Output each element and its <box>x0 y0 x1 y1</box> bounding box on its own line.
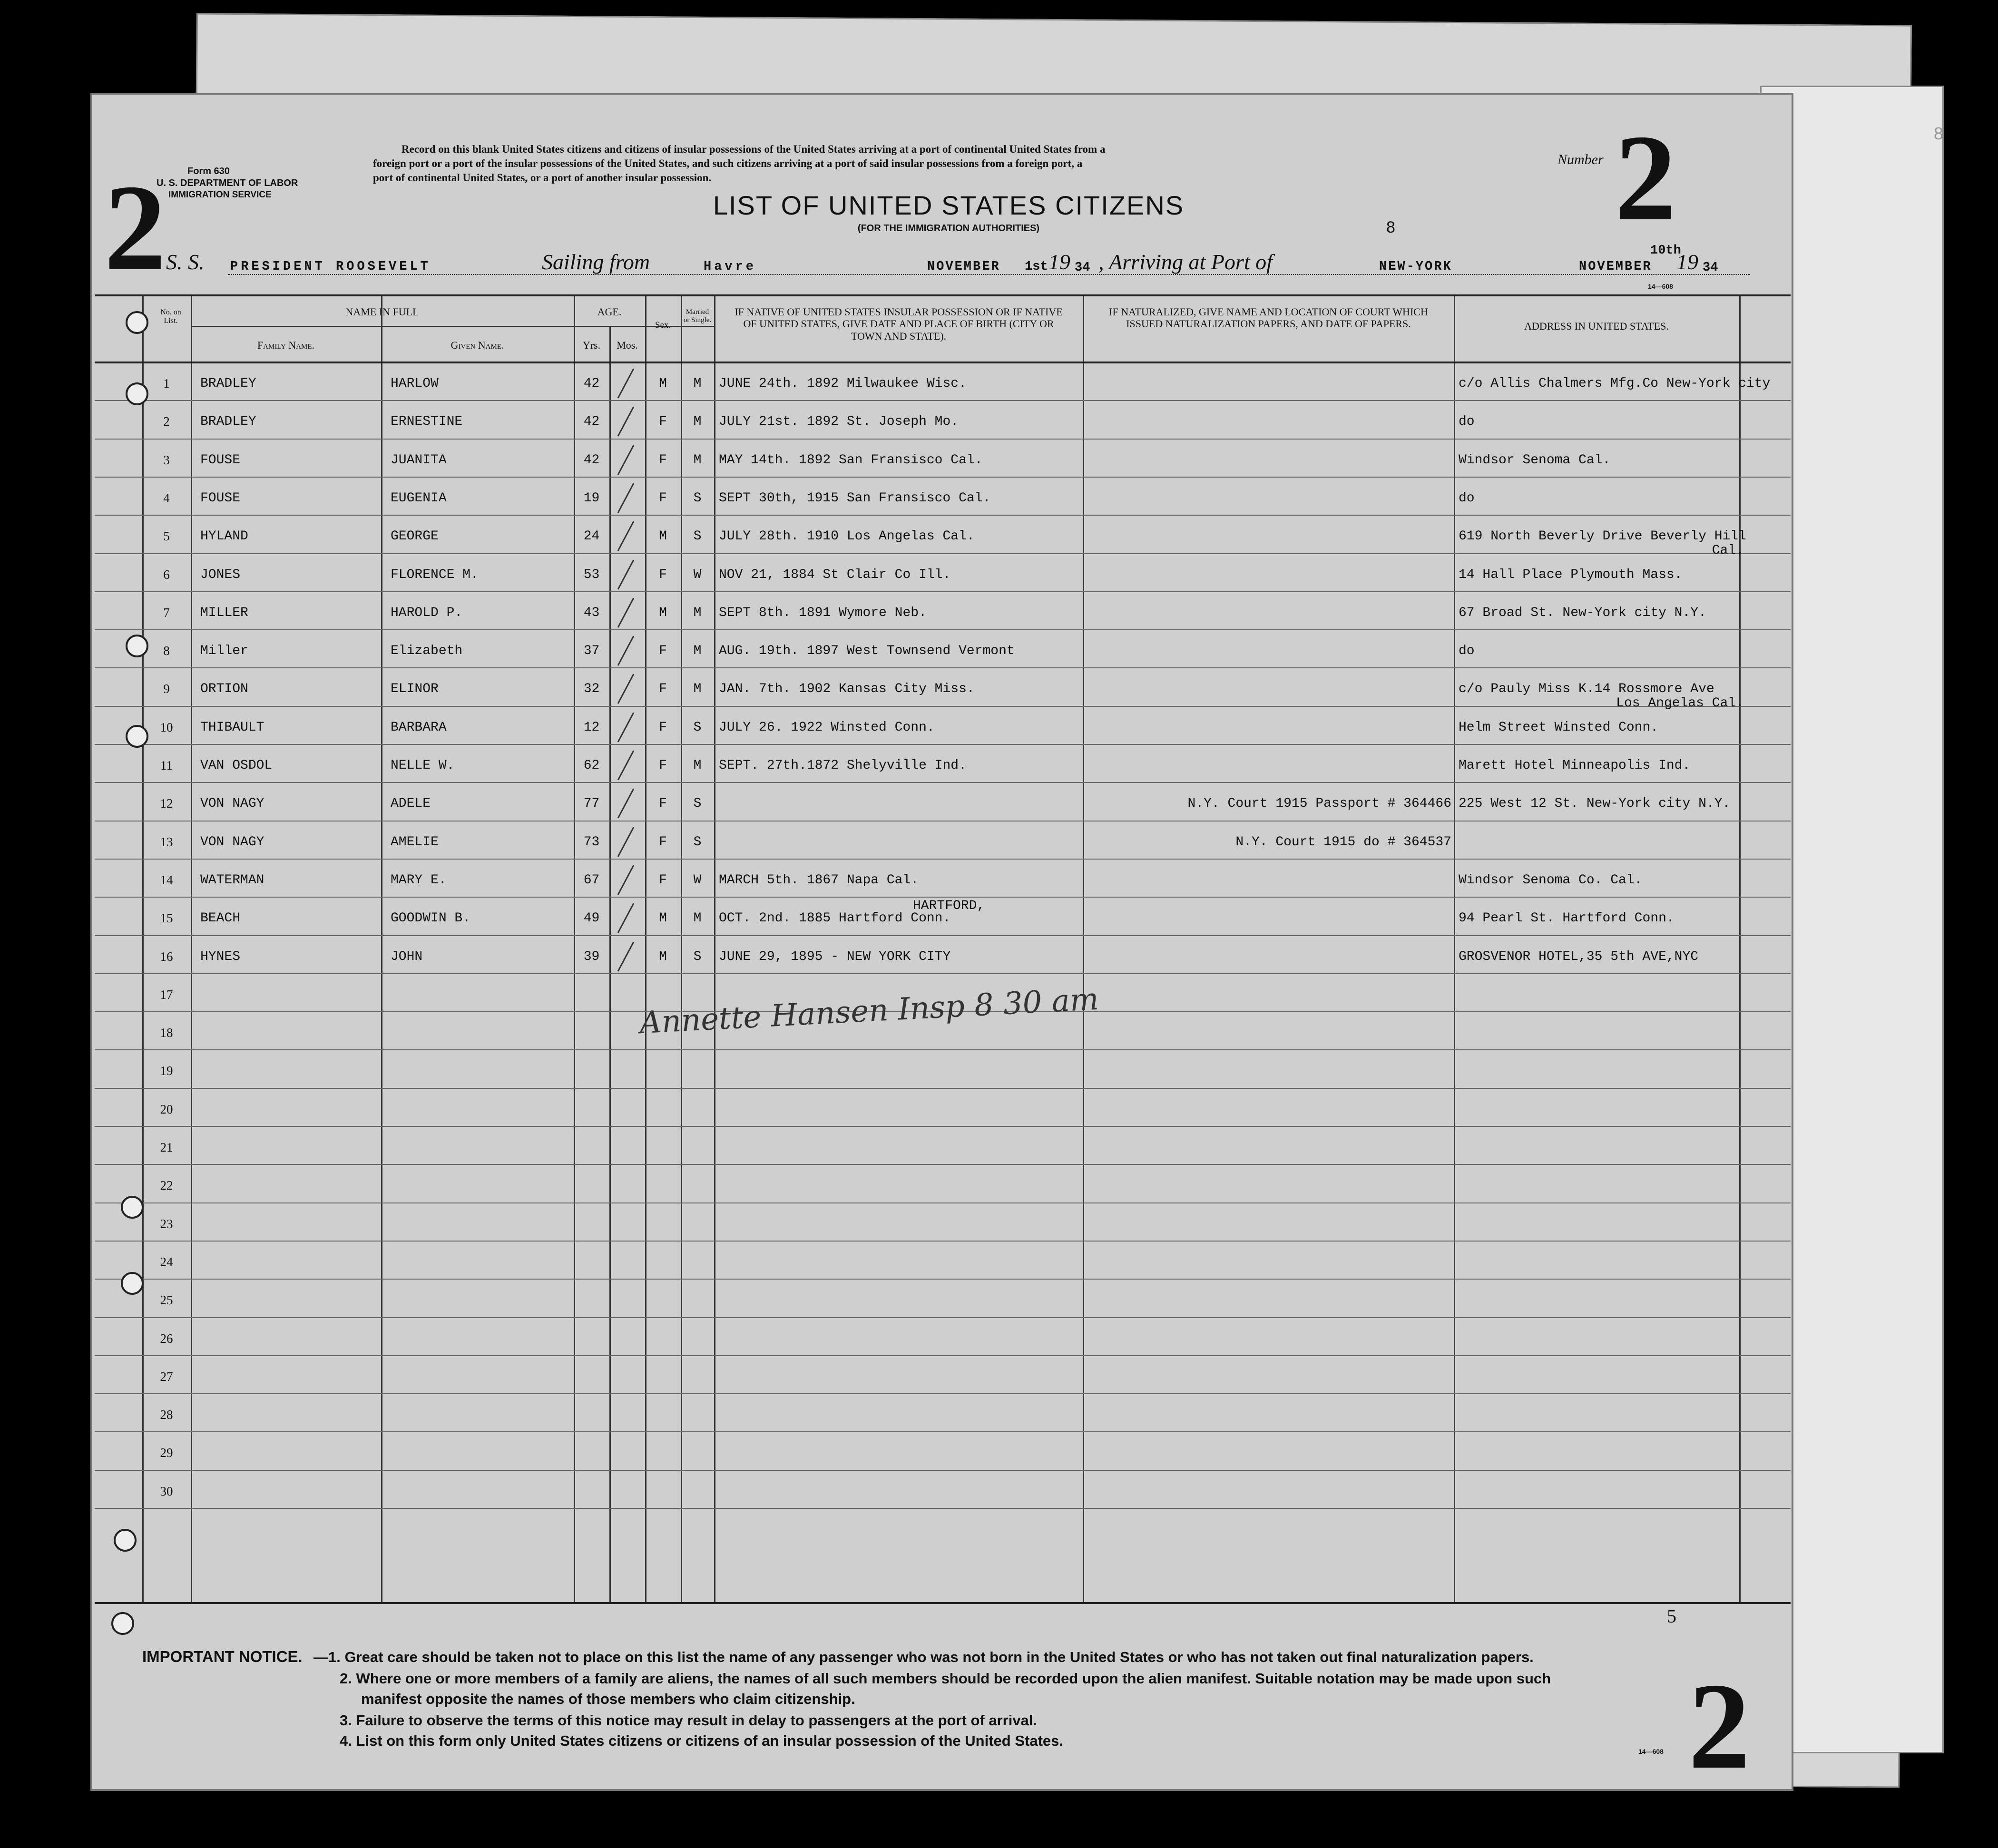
age-years: 42 <box>583 376 600 391</box>
row-rule <box>95 400 1791 401</box>
voyage-underline <box>228 274 1750 275</box>
notice-item-1: —1. Great care should be taken not to place on this list the name of any passenger who was not born in the United States or who has not taken out final naturalization papers. <box>313 1649 1534 1665</box>
binder-hole <box>121 1196 144 1219</box>
row-number: 28 <box>160 1408 173 1422</box>
side-number: 2 <box>104 159 166 296</box>
address: do <box>1459 644 1475 659</box>
age-years: 62 <box>583 758 600 773</box>
sex: M <box>659 529 667 544</box>
check-mark-icon <box>617 903 635 933</box>
age-years: 39 <box>583 949 600 964</box>
form-number: Form 630 <box>187 166 230 176</box>
voyage-line <box>166 244 1736 278</box>
family-name: BRADLEY <box>200 414 256 430</box>
marital-status: M <box>693 414 702 430</box>
arriving-label: , Arriving at Port of <box>1098 250 1273 274</box>
address: 225 West 12 St. New-York city N.Y. <box>1459 796 1731 812</box>
header-age: AGE. <box>597 306 622 318</box>
row-rule <box>95 782 1791 783</box>
header-birth: IF NATIVE OF UNITED STATES INSULAR POSSESSION OR IF NATIVE OF UNITED STATES, GIVE DATE AND PLACE OF BIRTH (CITY OR TOWN AND STATE). <box>735 306 1063 342</box>
address-continued: Los Angelas Cal. <box>1616 696 1744 711</box>
address: 14 Hall Place Plymouth Mass. <box>1459 567 1683 582</box>
sex: F <box>659 452 667 468</box>
ss-label: S. S. <box>166 250 205 274</box>
page-title: LIST OF UNITED STATES CITIZENS <box>713 190 1185 220</box>
check-mark-icon <box>617 559 635 589</box>
row-rule <box>95 1279 1791 1280</box>
age-years: 32 <box>583 682 600 697</box>
family-name: MILLER <box>200 605 248 620</box>
col-line <box>1454 296 1455 1602</box>
row-number: 1 <box>163 376 170 391</box>
given-name: JOHN <box>391 949 423 964</box>
row-rule <box>95 859 1791 860</box>
birth-correction: HARTFORD, <box>913 899 985 914</box>
notice-item-4: 4. List on this form only United States citizens or citizens of an insular possession of the United States. <box>340 1732 1063 1749</box>
marital-status: S <box>693 949 702 964</box>
family-name: BRADLEY <box>200 376 256 391</box>
check-mark-icon <box>617 865 635 895</box>
day-from: 1st <box>1025 260 1048 274</box>
print-code: 14—608 <box>1648 283 1673 290</box>
age-years: 19 <box>583 490 600 506</box>
age-years: 49 <box>583 911 600 926</box>
row-rule <box>95 706 1791 707</box>
age-years: 37 <box>583 644 600 659</box>
address: do <box>1459 490 1475 506</box>
row-rule <box>95 515 1791 516</box>
birth-info: OCT. 2nd. 1885 Hartford Conn. <box>719 911 951 926</box>
age-years: 67 <box>583 872 600 888</box>
service: IMMIGRATION SERVICE <box>168 190 272 200</box>
check-mark-icon <box>617 407 635 437</box>
row-rule <box>95 629 1791 630</box>
check-mark-icon <box>617 521 635 551</box>
family-name: HYNES <box>200 949 241 964</box>
col-line <box>714 296 715 1602</box>
row-number: 20 <box>160 1102 173 1116</box>
list-number: 2 <box>1615 109 1676 246</box>
age-years: 12 <box>583 720 600 735</box>
year-prefix-from: 19 <box>1048 250 1070 274</box>
month-from: NOVEMBER <box>927 260 1000 274</box>
instructions <box>373 142 1610 185</box>
row-rule <box>95 1088 1791 1089</box>
given-name: ADELE <box>391 796 431 812</box>
row-rule <box>95 1508 1791 1509</box>
family-name: ORTION <box>200 682 248 697</box>
sex: F <box>659 796 667 812</box>
age-years: 43 <box>583 605 600 620</box>
small-mark: 8 <box>1386 218 1395 236</box>
department: U. S. DEPARTMENT OF LABOR <box>157 178 298 188</box>
col-line <box>609 327 611 1602</box>
row-number: 24 <box>160 1254 173 1269</box>
instruction-line: Record on this blank United States citizens and citizens of insular possessions of the United States arriving at a port of continental United States from a <box>402 143 1106 155</box>
row-rule <box>95 591 1791 592</box>
marital-status: M <box>693 911 702 926</box>
row-number: 10 <box>160 720 173 734</box>
given-name: FLORENCE M. <box>391 567 479 582</box>
given-name: GOODWIN B. <box>391 911 471 926</box>
check-mark-icon <box>617 368 635 398</box>
row-rule <box>95 1317 1791 1318</box>
address: Marett Hotel Minneapolis Ind. <box>1459 758 1691 773</box>
naturalization-info: N.Y. Court 1915 do # 364537 <box>1235 834 1451 850</box>
sex: M <box>659 911 667 926</box>
row-rule <box>95 744 1791 745</box>
row-rule <box>95 1355 1791 1356</box>
row-number: 15 <box>160 911 173 926</box>
row-number: 13 <box>160 834 173 849</box>
sex: F <box>659 414 667 430</box>
binder-hole <box>126 311 148 334</box>
check-mark-icon <box>617 712 635 742</box>
check-mark-icon <box>617 750 635 780</box>
binder-hole <box>121 1272 144 1295</box>
row-rule <box>95 1126 1791 1127</box>
address: Windsor Senoma Cal. <box>1459 452 1611 468</box>
family-name: BEACH <box>200 911 241 926</box>
marital-status: M <box>693 682 702 697</box>
marital-status: W <box>693 567 702 582</box>
header-sex: Sex. <box>655 320 671 330</box>
year-from: 34 <box>1075 261 1090 275</box>
sailing-label: Sailing from <box>542 250 650 274</box>
row-number: 6 <box>163 567 170 582</box>
check-mark-icon <box>617 483 635 513</box>
header-naturalized: IF NATURALIZED, GIVE NAME AND LOCATION OF COURT WHICH ISSUED NATURALIZATION PAPERS, AND DATE OF PAPERS. <box>1109 306 1428 330</box>
birth-info: SEPT 8th. 1891 Wymore Neb. <box>719 605 927 620</box>
row-number: 26 <box>160 1331 173 1346</box>
header-family: Family Name. <box>257 339 315 351</box>
sex: M <box>659 376 667 391</box>
address: 67 Broad St. New-York city N.Y. <box>1459 605 1706 620</box>
print-code-bottom: 14—608 <box>1638 1748 1664 1755</box>
sex: F <box>659 567 667 582</box>
given-name: HAROLD P. <box>391 605 463 620</box>
instruction-line: port of continental United States, or a port of another insular possession. <box>373 172 712 184</box>
row-rule <box>95 1431 1791 1432</box>
family-name: FOUSE <box>200 490 241 506</box>
birth-info: JUNE 29, 1895 - NEW YORK CITY <box>719 949 951 964</box>
port-to: NEW-YORK <box>1379 260 1452 274</box>
given-name: ERNESTINE <box>391 414 463 430</box>
birth-info: NOV 21, 1884 St Clair Co Ill. <box>719 567 951 582</box>
month-to: NOVEMBER <box>1579 260 1652 274</box>
family-name: VAN OSDOL <box>200 758 273 773</box>
address: Helm Street Winsted Conn. <box>1459 720 1659 735</box>
sex: F <box>659 682 667 697</box>
row-number: 22 <box>160 1178 173 1193</box>
birth-info: JULY 28th. 1910 Los Angelas Cal. <box>719 529 975 544</box>
row-number: 16 <box>160 949 173 964</box>
address: do <box>1459 414 1475 430</box>
given-name: GEORGE <box>391 529 439 544</box>
page-subtitle: (FOR THE IMMIGRATION AUTHORITIES) <box>857 223 1040 234</box>
birth-info: JULY 21st. 1892 St. Joseph Mo. <box>719 414 959 430</box>
birth-info: JUNE 24th. 1892 Milwaukee Wisc. <box>719 376 967 391</box>
marital-status: S <box>693 529 702 544</box>
row-number: 5 <box>163 529 170 544</box>
notice-item-2: 2. Where one or more members of a family are aliens, the names of all such members should be recorded upon the alien manifest. Suitable notation may be made upon such <box>340 1670 1551 1687</box>
address: 619 North Beverly Drive Beverly Hill <box>1459 529 1746 544</box>
birth-info: MARCH 5th. 1867 Napa Cal. <box>719 872 919 888</box>
sex: F <box>659 644 667 659</box>
sex: F <box>659 720 667 735</box>
notice-item-2-cont: manifest opposite the names of those members who claim citizenship. <box>361 1691 855 1707</box>
family-name: HYLAND <box>200 529 248 544</box>
family-name: JONES <box>200 567 241 582</box>
age-years: 42 <box>583 452 600 468</box>
number-label: Number <box>1557 152 1604 167</box>
row-rule <box>95 667 1791 668</box>
row-number: 3 <box>163 452 170 467</box>
row-rule <box>95 477 1791 478</box>
marital-status: S <box>693 720 702 735</box>
given-name: MARY E. <box>391 872 447 888</box>
row-number: 18 <box>160 1026 173 1040</box>
family-name: THIBAULT <box>200 720 264 735</box>
address: GROSVENOR HOTEL,35 5th AVE,NYC <box>1459 949 1699 964</box>
marital-status: S <box>693 834 702 850</box>
marital-status: S <box>693 796 702 812</box>
row-rule <box>95 439 1791 440</box>
binder-hole <box>126 725 148 748</box>
row-number: 7 <box>163 605 170 620</box>
given-name: AMELIE <box>391 834 439 850</box>
check-mark-icon <box>617 789 635 819</box>
inspector-signature: Annette Hansen Insp 8 30 am <box>638 981 1100 1041</box>
row-number: 29 <box>160 1446 173 1460</box>
marital-status: M <box>693 644 702 659</box>
row-number: 11 <box>160 758 173 772</box>
check-mark-icon <box>617 597 635 627</box>
family-name: WATERMAN <box>200 872 264 888</box>
age-years: 53 <box>583 567 600 582</box>
row-number: 27 <box>160 1369 173 1384</box>
row-number: 25 <box>160 1293 173 1308</box>
check-mark-icon <box>617 941 635 971</box>
row-number: 23 <box>160 1216 173 1231</box>
row-rule <box>95 1393 1791 1394</box>
row-number: 4 <box>163 490 170 505</box>
marital-status: M <box>693 376 702 391</box>
sex: F <box>659 872 667 888</box>
passenger-table <box>95 294 1791 1604</box>
row-rule <box>95 553 1791 554</box>
header-married: Married or Single. <box>683 308 712 324</box>
marital-status: W <box>693 872 702 888</box>
check-mark-icon <box>617 445 635 475</box>
binder-hole <box>126 382 148 405</box>
binder-hole <box>126 635 148 657</box>
header-bottom-line <box>95 362 1791 363</box>
row-number: 19 <box>160 1064 173 1078</box>
check-mark-icon <box>617 674 635 704</box>
binder-hole <box>114 1529 137 1552</box>
given-name: NELLE W. <box>391 758 455 773</box>
header-yrs: Yrs. <box>582 339 601 351</box>
row-rule <box>95 935 1791 936</box>
marital-status: M <box>693 452 702 468</box>
marital-status: S <box>693 490 702 506</box>
binder-hole <box>111 1612 134 1635</box>
header-mos: Mos. <box>617 339 638 351</box>
given-name: EUGENIA <box>391 490 447 506</box>
instruction-line: foreign port or a port of the insular possessions of the United States, and such citizens arriving at a port of said insular possessions from a foreign port, a <box>373 157 1083 169</box>
family-name: FOUSE <box>200 452 241 468</box>
marital-status: M <box>693 758 702 773</box>
ship-name: PRESIDENT ROOSEVELT <box>230 260 431 274</box>
row-rule <box>95 973 1791 974</box>
family-name: VON NAGY <box>200 796 264 812</box>
age-years: 77 <box>583 796 600 812</box>
col-line <box>1083 296 1084 1602</box>
birth-info: JAN. 7th. 1902 Kansas City Miss. <box>719 682 975 697</box>
header-no: No. on List. <box>160 308 181 325</box>
row-number: 30 <box>160 1484 173 1498</box>
sex: M <box>659 605 667 620</box>
address-continued: Cal. <box>1712 543 1744 558</box>
row-rule <box>95 1164 1791 1165</box>
sex: F <box>659 758 667 773</box>
birth-info: SEPT 30th, 1915 San Fransisco Cal. <box>719 490 991 506</box>
header-given: Given Name. <box>451 339 504 351</box>
header-address: ADDRESS IN UNITED STATES. <box>1524 320 1669 332</box>
sex: F <box>659 490 667 506</box>
page-corner-mark: 8 <box>1934 124 1944 143</box>
address: c/o Pauly Miss K.14 Rossmore Ave <box>1459 682 1714 697</box>
row-number: 2 <box>163 414 170 429</box>
given-name: ELINOR <box>391 682 439 697</box>
family-name: VON NAGY <box>200 834 264 850</box>
age-years: 42 <box>583 414 600 430</box>
notice-heading: IMPORTANT NOTICE. <box>142 1648 303 1665</box>
naturalization-info: N.Y. Court 1915 Passport # 364466 <box>1187 796 1451 812</box>
address: 94 Pearl St. Hartford Conn. <box>1459 911 1675 926</box>
row-number: 9 <box>163 682 170 696</box>
row-number: 21 <box>160 1140 173 1154</box>
row-number: 17 <box>160 987 173 1002</box>
given-name: BARBARA <box>391 720 447 735</box>
check-mark-icon <box>617 827 635 857</box>
row-number: 12 <box>160 796 173 811</box>
sex: M <box>659 949 667 964</box>
birth-info: AUG. 19th. 1897 West Townsend Vermont <box>719 644 1015 659</box>
col-line <box>191 296 192 1602</box>
year-to: 34 <box>1703 261 1718 275</box>
row-number: 14 <box>160 872 173 887</box>
marital-status: M <box>693 605 702 620</box>
header-name-in-full: NAME IN FULL <box>345 306 419 318</box>
row-rule <box>95 897 1791 898</box>
address: Windsor Senoma Co. Cal. <box>1459 872 1643 888</box>
given-name: JUANITA <box>391 452 447 468</box>
family-name: Miller <box>200 644 248 659</box>
port-from: Havre <box>704 260 757 274</box>
row-rule <box>95 1241 1791 1242</box>
header-subline <box>191 326 714 327</box>
birth-info: SEPT. 27th.1872 Shelyville Ind. <box>719 758 967 773</box>
year-prefix-to: 19 <box>1676 250 1698 274</box>
check-mark-icon <box>617 636 635 665</box>
birth-info: JULY 26. 1922 Winsted Conn. <box>719 720 935 735</box>
row-rule <box>95 1470 1791 1471</box>
corner-number: 2 <box>1688 1658 1750 1795</box>
notice-item-3: 3. Failure to observe the terms of this notice may result in delay to passengers at the port of arrival. <box>340 1712 1038 1729</box>
manifest-page <box>90 93 1793 1795</box>
day-to: 10th <box>1650 244 1681 258</box>
row-rule <box>95 1049 1791 1050</box>
age-years: 24 <box>583 529 600 544</box>
row-number: 8 <box>163 644 170 658</box>
address: c/o Allis Chalmers Mfg.Co New-York city <box>1459 376 1771 391</box>
sex: F <box>659 834 667 850</box>
given-name: Elizabeth <box>391 644 463 659</box>
col-line <box>381 296 382 1602</box>
given-name: HARLOW <box>391 376 439 391</box>
birth-info: MAY 14th. 1892 San Fransisco Cal. <box>719 452 983 468</box>
age-years: 73 <box>583 834 600 850</box>
page-number: 5 <box>1667 1605 1676 1627</box>
